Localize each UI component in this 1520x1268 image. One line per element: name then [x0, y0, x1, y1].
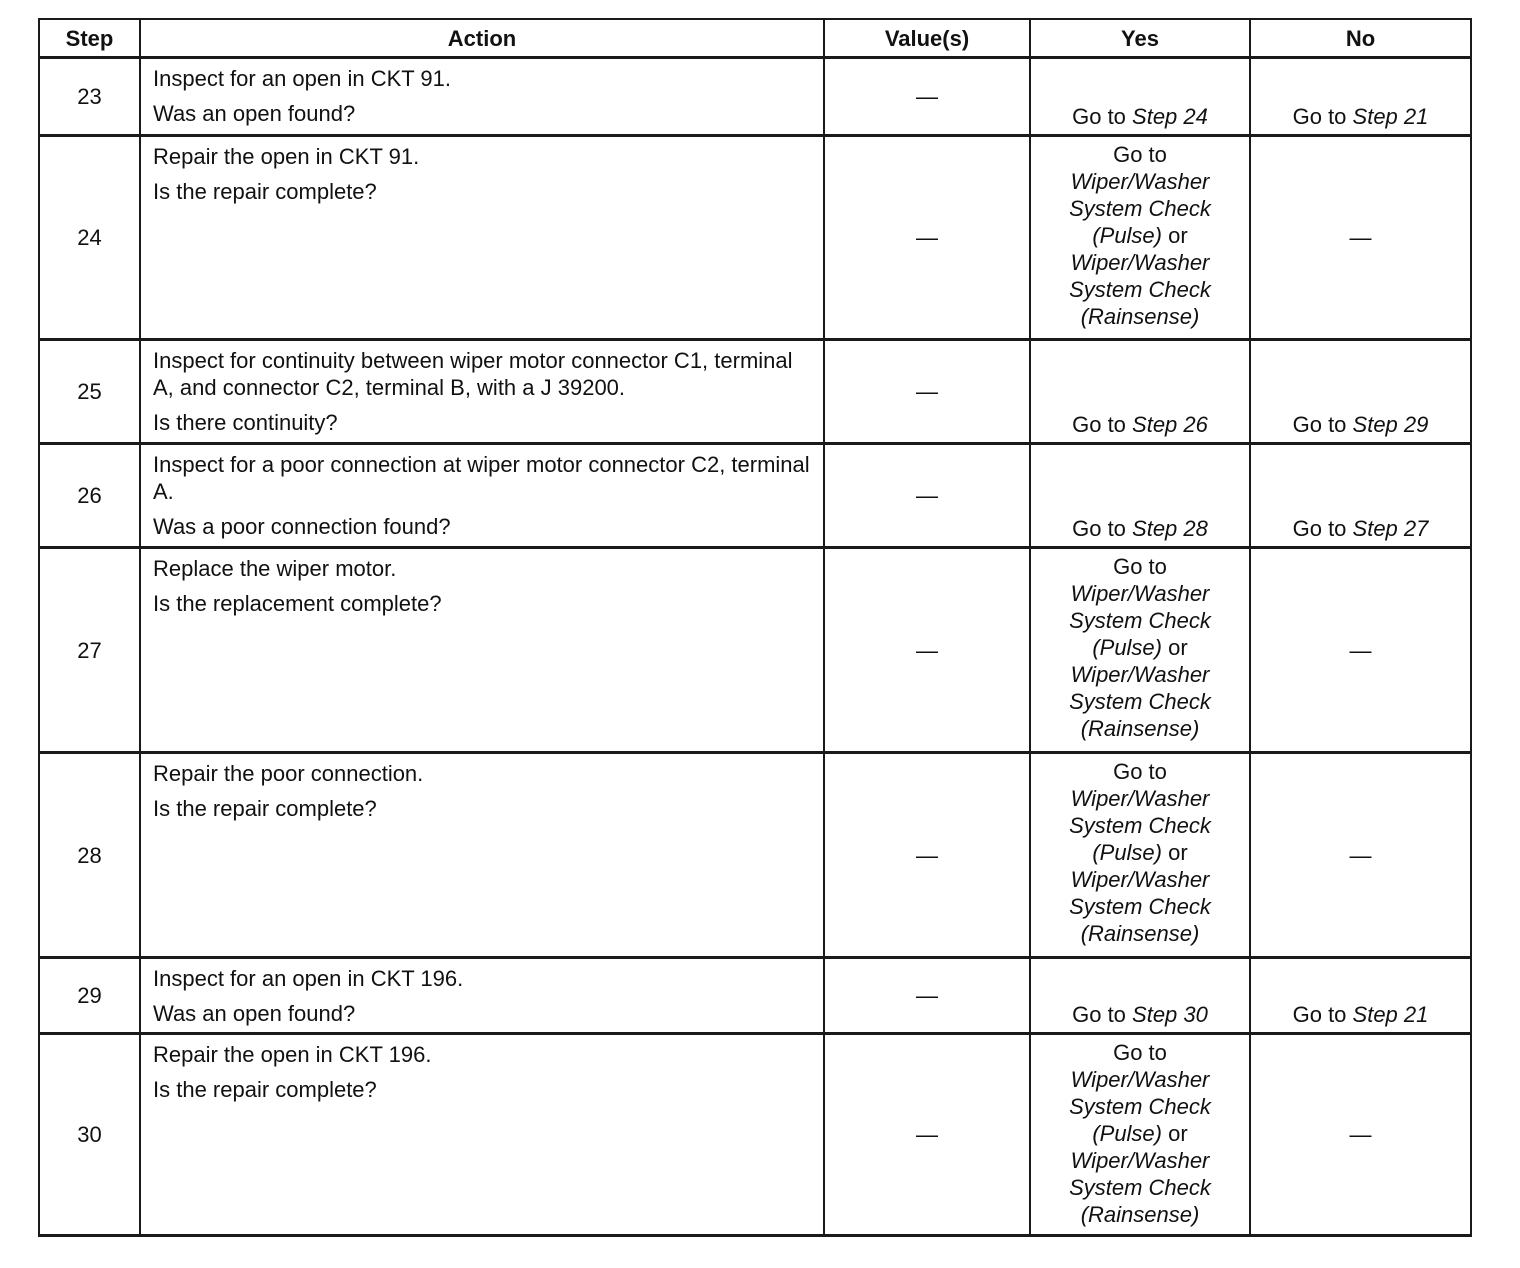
action-cell	[140, 753, 824, 958]
action-question: Is there continuity?	[153, 410, 338, 435]
values-cell: —	[824, 136, 1030, 340]
no-step-ref: Step 29	[1352, 412, 1429, 437]
step-number: 23	[39, 58, 140, 136]
yes-ref-line: System Check	[1069, 196, 1211, 221]
action-question: Was an open found?	[153, 1001, 356, 1026]
no-step-ref: Step 21	[1352, 104, 1429, 129]
yes-cell	[1030, 340, 1250, 444]
action-cell	[140, 958, 824, 1034]
action-question: Was an open found?	[153, 101, 356, 126]
table-row	[39, 340, 1471, 444]
values-cell: —	[824, 958, 1030, 1034]
yes-ref-line: System Check	[1069, 608, 1211, 633]
yes-ref-line: (Rainsense)	[1080, 716, 1200, 741]
yes-or: or	[1162, 1121, 1188, 1146]
yes-ref-line: (Pulse)	[1092, 1121, 1162, 1146]
header-yes: Yes	[1030, 19, 1250, 58]
yes-cell	[1030, 444, 1250, 548]
no-cell: —	[1250, 1034, 1471, 1236]
yes-ref-line: (Pulse)	[1092, 635, 1162, 660]
action-instruction: Inspect for an open in CKT 91.	[153, 66, 451, 91]
yes-ref-line: System Check	[1069, 813, 1211, 838]
yes-ref-line: Wiper/Washer	[1070, 662, 1210, 687]
table-row	[39, 753, 1471, 958]
values-cell: —	[824, 340, 1030, 444]
table-row	[39, 58, 1471, 136]
yes-goto: Go to	[1113, 142, 1167, 167]
header-no: No	[1250, 19, 1471, 58]
yes-or: or	[1162, 223, 1188, 248]
yes-ref-line: (Rainsense)	[1080, 304, 1200, 329]
action-cell	[140, 136, 824, 340]
step-number: 29	[39, 958, 140, 1034]
step-number: 25	[39, 340, 140, 444]
table-row	[39, 444, 1471, 548]
action-question: Is the repair complete?	[153, 179, 377, 204]
action-cell	[140, 340, 824, 444]
action-instruction: Repair the open in CKT 91.	[153, 144, 420, 169]
no-step-ref: Step 21	[1352, 1002, 1429, 1027]
yes-ref-line: Wiper/Washer	[1070, 867, 1210, 892]
action-cell	[140, 444, 824, 548]
yes-ref-line: Wiper/Washer	[1070, 169, 1210, 194]
yes-cell	[1030, 58, 1250, 136]
header-step: Step	[39, 19, 140, 58]
no-cell: —	[1250, 548, 1471, 753]
no-cell	[1250, 958, 1471, 1034]
yes-prefix: Go to	[1072, 516, 1133, 541]
table-row	[39, 958, 1471, 1034]
header-values: Value(s)	[824, 19, 1030, 58]
yes-step-ref: Step 30	[1132, 1002, 1208, 1027]
yes-goto: Go to	[1113, 554, 1167, 579]
yes-ref-line: System Check	[1069, 689, 1211, 714]
no-cell	[1250, 444, 1471, 548]
yes-step-ref: Step 26	[1132, 412, 1208, 437]
yes-cell	[1030, 1034, 1250, 1236]
no-cell: —	[1250, 753, 1471, 958]
yes-prefix: Go to	[1072, 1002, 1133, 1027]
action-question: Is the repair complete?	[153, 796, 377, 821]
yes-cell	[1030, 548, 1250, 753]
yes-prefix: Go to	[1072, 104, 1133, 129]
no-prefix: Go to	[1292, 516, 1353, 541]
yes-ref-line: Wiper/Washer	[1070, 786, 1210, 811]
yes-ref-line: Wiper/Washer	[1070, 1067, 1210, 1092]
table-row	[39, 136, 1471, 340]
no-cell	[1250, 340, 1471, 444]
yes-cell	[1030, 753, 1250, 958]
action-instruction: Replace the wiper motor.	[153, 556, 397, 581]
yes-step-ref: Step 24	[1132, 104, 1208, 129]
no-prefix: Go to	[1292, 412, 1353, 437]
values-cell: —	[824, 58, 1030, 136]
yes-ref-line: System Check	[1069, 1175, 1211, 1200]
yes-ref-line: (Pulse)	[1092, 223, 1162, 248]
yes-goto: Go to	[1113, 759, 1167, 784]
action-instruction: Inspect for a poor connection at wiper motor connector C2, terminal A.	[153, 452, 810, 504]
step-number: 26	[39, 444, 140, 548]
yes-ref-line: Wiper/Washer	[1070, 1148, 1210, 1173]
no-cell: —	[1250, 136, 1471, 340]
action-instruction: Repair the open in CKT 196.	[153, 1042, 432, 1067]
diagnostic-table-sheet	[38, 18, 1472, 1237]
action-question: Is the replacement complete?	[153, 591, 442, 616]
yes-or: or	[1162, 840, 1188, 865]
action-cell	[140, 1034, 824, 1236]
values-cell: —	[824, 548, 1030, 753]
action-instruction: Inspect for continuity between wiper motor connector C1, terminal A, and connector C2, terminal B, with a J 39200.	[153, 348, 793, 400]
table-row	[39, 1034, 1471, 1236]
header-action: Action	[140, 19, 824, 58]
action-question: Was a poor connection found?	[153, 514, 451, 539]
values-cell: —	[824, 753, 1030, 958]
yes-or: or	[1162, 635, 1188, 660]
diagnostic-table	[38, 18, 1472, 1237]
yes-ref-line: Wiper/Washer	[1070, 250, 1210, 275]
values-cell: —	[824, 1034, 1030, 1236]
action-instruction: Inspect for an open in CKT 196.	[153, 966, 464, 991]
table-header-row	[39, 19, 1471, 58]
yes-ref-line: (Rainsense)	[1080, 921, 1200, 946]
no-prefix: Go to	[1292, 104, 1353, 129]
action-cell	[140, 58, 824, 136]
no-prefix: Go to	[1292, 1002, 1353, 1027]
step-number: 28	[39, 753, 140, 958]
yes-goto: Go to	[1113, 1040, 1167, 1065]
action-question: Is the repair complete?	[153, 1077, 377, 1102]
values-cell: —	[824, 444, 1030, 548]
table-row	[39, 548, 1471, 753]
no-cell	[1250, 58, 1471, 136]
yes-ref-line: (Pulse)	[1092, 840, 1162, 865]
yes-cell	[1030, 136, 1250, 340]
step-number: 24	[39, 136, 140, 340]
action-instruction: Repair the poor connection.	[153, 761, 424, 786]
step-number: 27	[39, 548, 140, 753]
action-cell	[140, 548, 824, 753]
yes-ref-line: System Check	[1069, 277, 1211, 302]
yes-ref-line: System Check	[1069, 1094, 1211, 1119]
yes-ref-line: (Rainsense)	[1080, 1202, 1200, 1227]
yes-ref-line: System Check	[1069, 894, 1211, 919]
yes-step-ref: Step 28	[1132, 516, 1208, 541]
no-step-ref: Step 27	[1352, 516, 1429, 541]
yes-prefix: Go to	[1072, 412, 1133, 437]
step-number: 30	[39, 1034, 140, 1236]
yes-ref-line: Wiper/Washer	[1070, 581, 1210, 606]
yes-cell	[1030, 958, 1250, 1034]
